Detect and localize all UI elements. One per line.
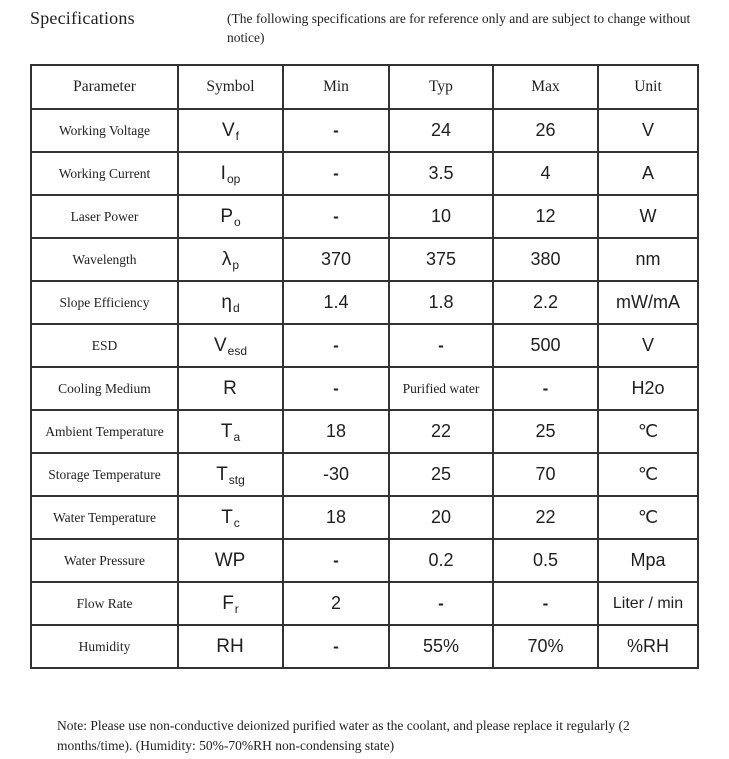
column-header: Typ	[389, 65, 493, 109]
symbol-main: WP	[214, 549, 246, 571]
typ-value-cell: 1.8	[389, 281, 493, 324]
unit-cell: ℃	[598, 453, 698, 496]
max-value-cell: 25	[493, 410, 598, 453]
min-value-cell: -	[283, 324, 389, 367]
table-row	[31, 195, 698, 238]
unit-cell: A	[598, 152, 698, 195]
table-row	[31, 238, 698, 281]
symbol-cell	[178, 367, 283, 410]
min-value-cell: 2	[283, 582, 389, 625]
typ-value-cell: 10	[389, 195, 493, 238]
table-row	[31, 453, 698, 496]
symbol-subscript: d	[232, 300, 240, 315]
unit-cell: H2o	[598, 367, 698, 410]
typ-value-cell: 375	[389, 238, 493, 281]
min-value-cell: 1.4	[283, 281, 389, 324]
parameter-cell: Working Voltage	[31, 109, 178, 152]
typ-value-cell: 22	[389, 410, 493, 453]
symbol-main: T	[216, 463, 228, 485]
symbol-cell	[178, 238, 283, 281]
parameter-cell: Storage Temperature	[31, 453, 178, 496]
typ-value-cell: 20	[389, 496, 493, 539]
typ-value-cell: 24	[389, 109, 493, 152]
symbol-cell	[178, 281, 283, 324]
symbol-main: T	[221, 506, 233, 528]
symbol-subscript: o	[234, 214, 241, 229]
table-row	[31, 109, 698, 152]
unit-cell: nm	[598, 238, 698, 281]
min-value-cell: -	[283, 109, 389, 152]
min-value-cell: -	[283, 625, 389, 668]
symbol-main: λ	[221, 248, 232, 270]
typ-value-cell: Purified water	[389, 367, 493, 410]
min-value-cell: 18	[283, 496, 389, 539]
parameter-cell: Slope Efficiency	[31, 281, 178, 324]
symbol-main: F	[222, 592, 234, 614]
table-row	[31, 582, 698, 625]
max-value-cell: 0.5	[493, 539, 598, 582]
min-value-cell: -30	[283, 453, 389, 496]
max-value-cell: 2.2	[493, 281, 598, 324]
table-row	[31, 625, 698, 668]
symbol-subscript: f	[235, 128, 240, 143]
symbol-cell	[178, 539, 283, 582]
max-value-cell: 26	[493, 109, 598, 152]
parameter-cell: Flow Rate	[31, 582, 178, 625]
spec-table-body	[31, 109, 698, 668]
symbol-subscript: a	[233, 429, 241, 444]
typ-value-cell: 55%	[389, 625, 493, 668]
typ-value-cell: -	[389, 324, 493, 367]
max-value-cell: 12	[493, 195, 598, 238]
symbol-cell	[178, 195, 283, 238]
column-header: Min	[283, 65, 389, 109]
symbol-subscript: stg	[228, 472, 245, 487]
symbol-main: V	[221, 119, 235, 141]
symbol-cell	[178, 152, 283, 195]
unit-cell: ℃	[598, 410, 698, 453]
parameter-cell: Laser Power	[31, 195, 178, 238]
unit-cell: W	[598, 195, 698, 238]
symbol-main: I	[220, 162, 226, 184]
parameter-cell: Cooling Medium	[31, 367, 178, 410]
max-value-cell: 70	[493, 453, 598, 496]
max-value-cell: 500	[493, 324, 598, 367]
min-value-cell: 18	[283, 410, 389, 453]
specifications-table	[30, 64, 699, 669]
table-row	[31, 496, 698, 539]
unit-cell: %RH	[598, 625, 698, 668]
typ-value-cell: 3.5	[389, 152, 493, 195]
symbol-cell	[178, 582, 283, 625]
table-row	[31, 152, 698, 195]
unit-cell: Mpa	[598, 539, 698, 582]
symbol-main: V	[213, 334, 227, 356]
symbol-subscript: c	[233, 515, 240, 530]
unit-cell: Liter / min	[598, 582, 698, 625]
unit-cell: mW/mA	[598, 281, 698, 324]
typ-value-cell: 25	[389, 453, 493, 496]
max-value-cell: 380	[493, 238, 598, 281]
symbol-cell	[178, 453, 283, 496]
page-title: Specifications	[30, 8, 135, 28]
symbol-subscript: r	[234, 601, 239, 616]
unit-cell: V	[598, 324, 698, 367]
max-value-cell: 4	[493, 152, 598, 195]
column-header: Unit	[598, 65, 698, 109]
symbol-cell	[178, 324, 283, 367]
parameter-cell: Water Pressure	[31, 539, 178, 582]
disclaimer-text: (The following specifications are for reference only and are subject to change without notice)	[227, 11, 691, 45]
min-value-cell: -	[283, 367, 389, 410]
parameter-cell: Humidity	[31, 625, 178, 668]
unit-cell: V	[598, 109, 698, 152]
table-row	[31, 410, 698, 453]
table-row	[31, 281, 698, 324]
symbol-main: R	[223, 377, 237, 399]
symbol-main: RH	[216, 635, 244, 657]
unit-cell: ℃	[598, 496, 698, 539]
table-header-row	[31, 65, 698, 109]
column-header: Symbol	[178, 65, 283, 109]
max-value-cell: -	[493, 582, 598, 625]
typ-value-cell: 0.2	[389, 539, 493, 582]
max-value-cell: -	[493, 367, 598, 410]
symbol-main: P	[220, 205, 233, 227]
parameter-cell: Ambient Temperature	[31, 410, 178, 453]
symbol-cell	[178, 625, 283, 668]
min-value-cell: 370	[283, 238, 389, 281]
table-row	[31, 324, 698, 367]
parameter-cell: Working Current	[31, 152, 178, 195]
symbol-main: T	[220, 420, 233, 442]
column-header: Max	[493, 65, 598, 109]
symbol-main: η	[221, 291, 232, 313]
symbol-cell	[178, 109, 283, 152]
max-value-cell: 70%	[493, 625, 598, 668]
parameter-cell: Wavelength	[31, 238, 178, 281]
symbol-cell	[178, 410, 283, 453]
symbol-subscript: esd	[227, 343, 248, 358]
min-value-cell: -	[283, 152, 389, 195]
column-header: Parameter	[31, 65, 178, 109]
parameter-cell: ESD	[31, 324, 178, 367]
parameter-cell: Water Temperature	[31, 496, 178, 539]
table-row	[31, 539, 698, 582]
min-value-cell: -	[283, 195, 389, 238]
symbol-subscript: op	[226, 171, 241, 186]
max-value-cell: 22	[493, 496, 598, 539]
footnote-text: Note: Please use non-conductive deionized purified water as the coolant, and please replace it regularly (2 months/time). (Humidity: 50%-70%RH non-condensing state)	[57, 718, 630, 753]
table-row	[31, 367, 698, 410]
typ-value-cell: -	[389, 582, 493, 625]
min-value-cell: -	[283, 539, 389, 582]
symbol-cell	[178, 496, 283, 539]
symbol-subscript: p	[232, 257, 240, 272]
